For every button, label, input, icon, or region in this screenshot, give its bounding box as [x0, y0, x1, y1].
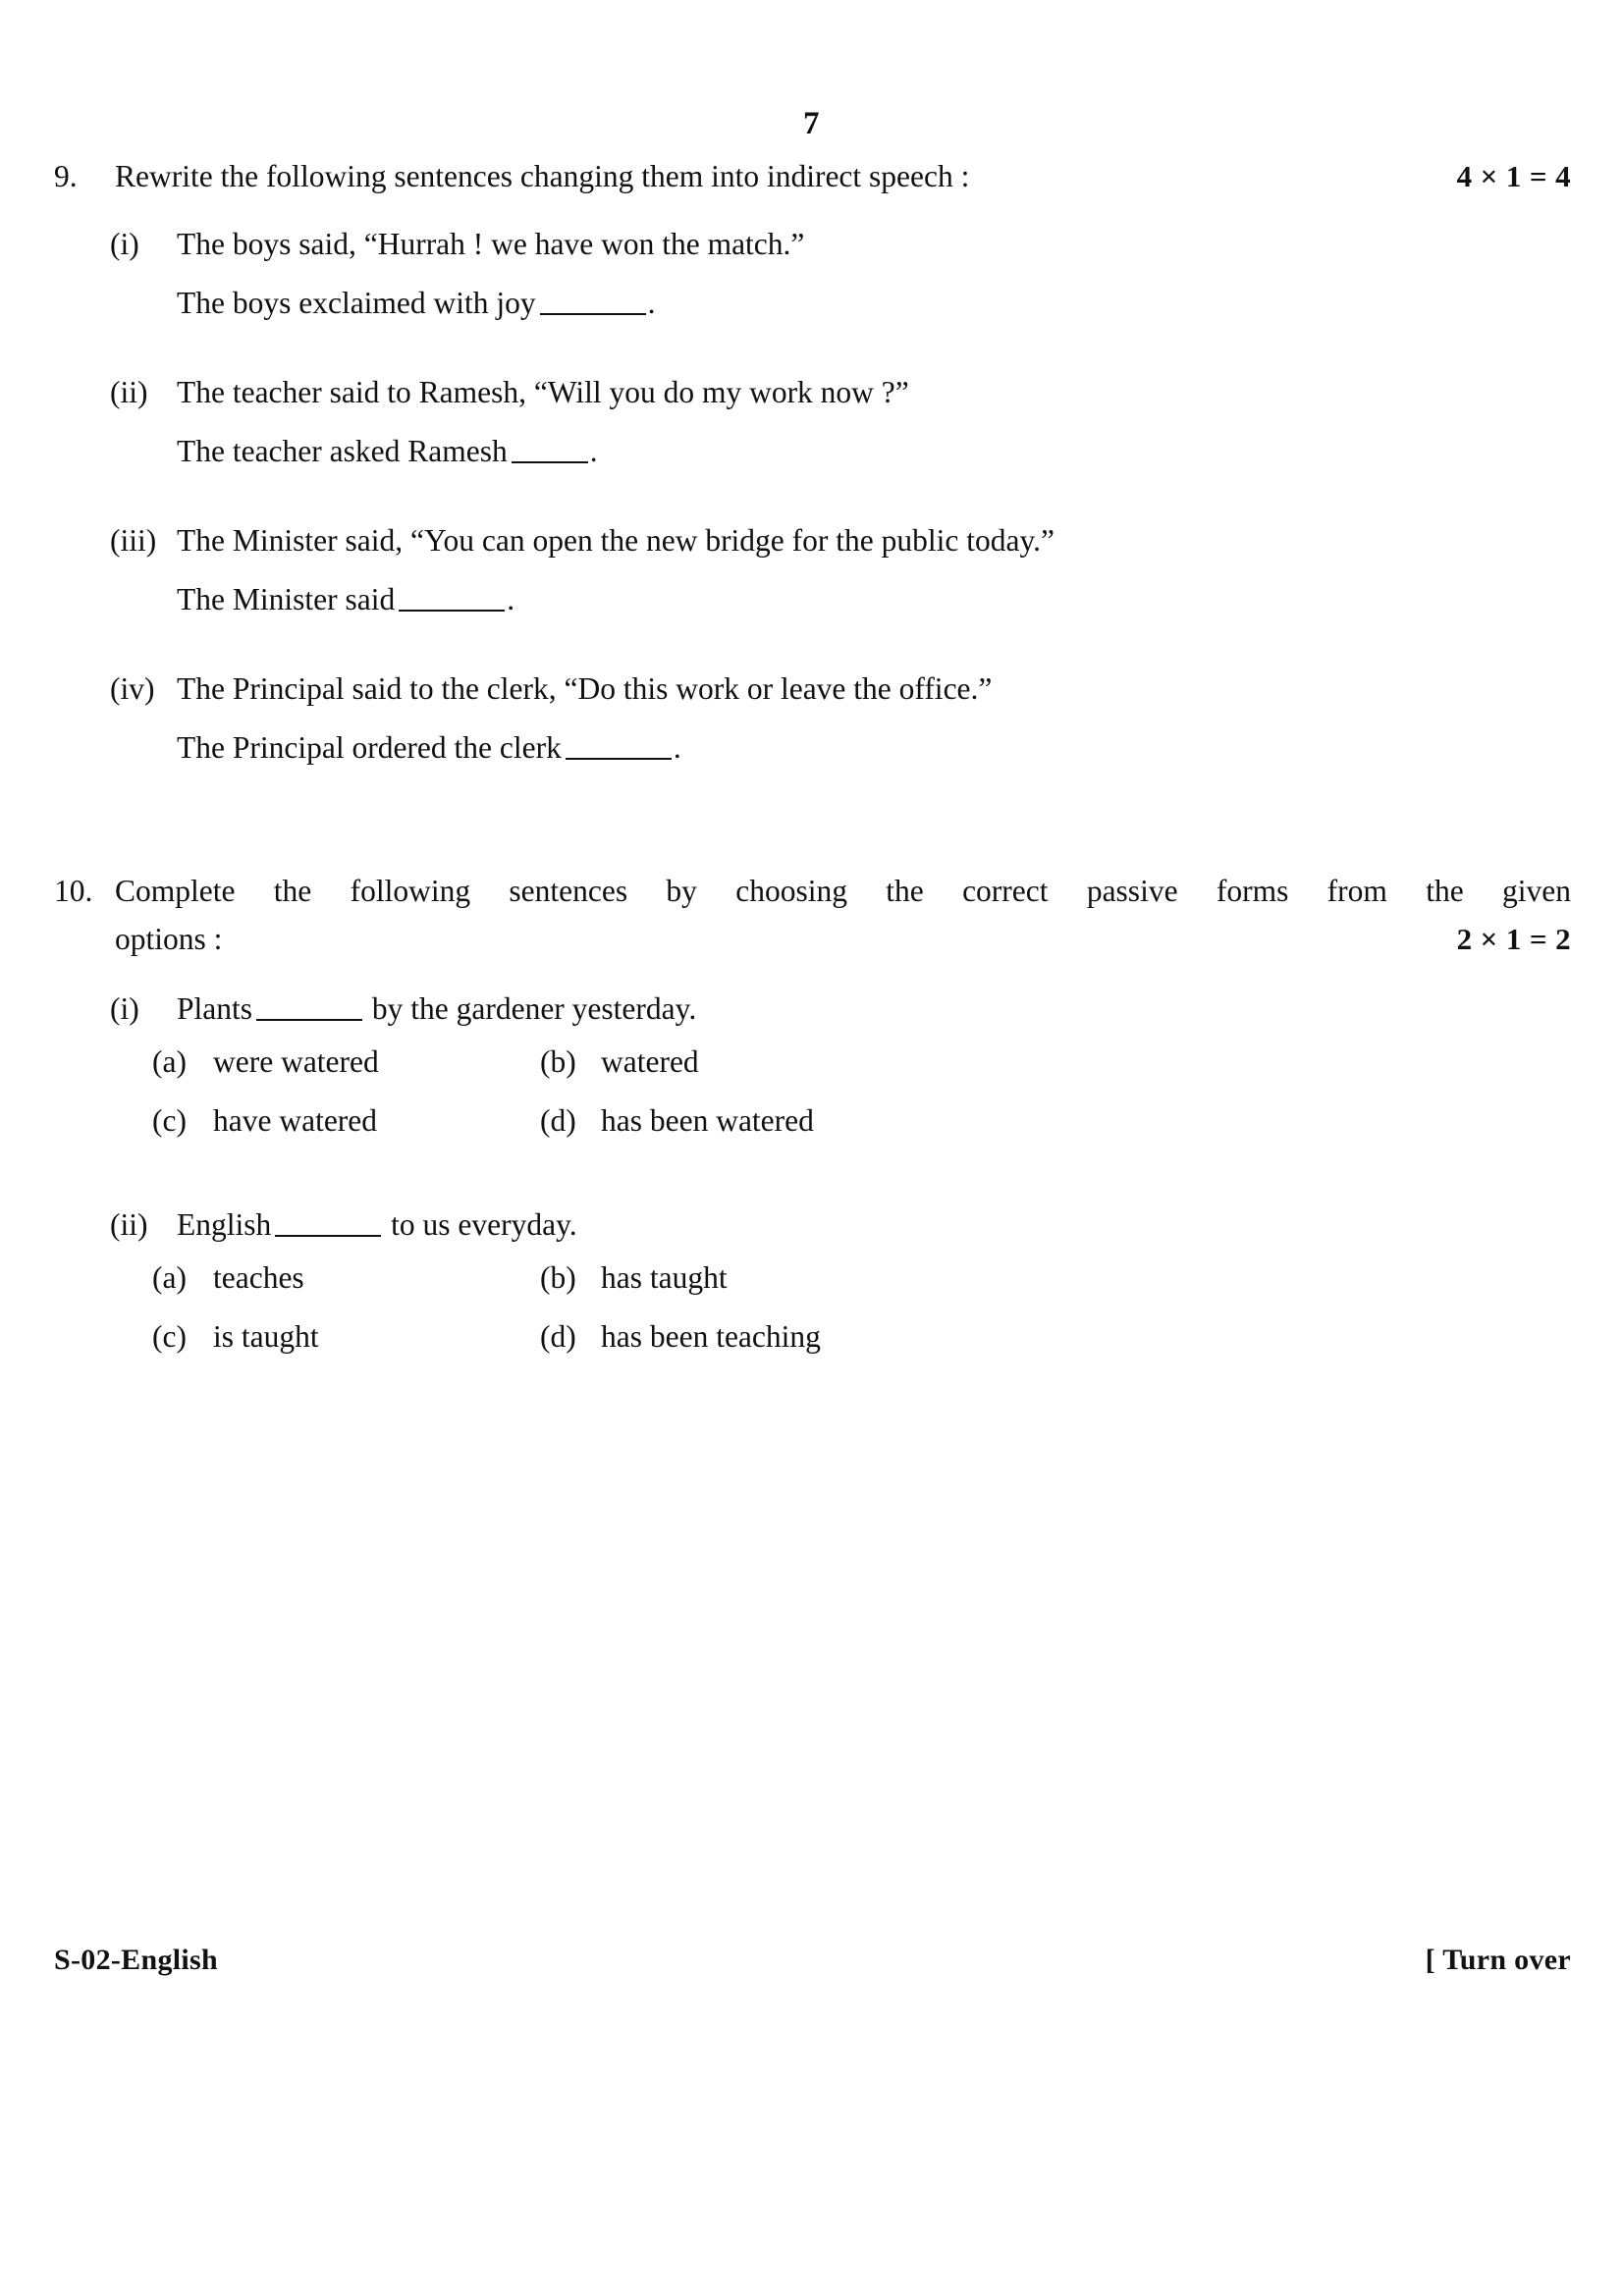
item-quote-i: The boys said, “Hurrah ! we have won the match.” — [177, 227, 805, 261]
option-tag-c: (c) — [152, 1103, 187, 1138]
item-quote-iii: The Minister said, “You can open the new bridge for the public today.” — [177, 523, 1055, 558]
question-10-item-i — [110, 989, 1573, 1029]
answer-line-iv — [177, 728, 1573, 768]
stem-suffix-10-ii: to us everyday. — [391, 1207, 577, 1242]
option-b-10-ii[interactable] — [540, 1258, 728, 1298]
option-tag-b: (b) — [540, 1044, 576, 1079]
item-label-i: (i) — [110, 227, 139, 261]
stem-prefix-10-ii: English — [177, 1207, 272, 1242]
option-tag-d: (d) — [540, 1319, 576, 1354]
question-9-answer-iii — [110, 580, 1573, 619]
answer-blank-iv[interactable] — [566, 736, 672, 760]
answer-prefix-iv: The Principal ordered the clerk — [177, 730, 562, 765]
question-9-number: 9. — [54, 159, 78, 193]
question-10-item-i-options-cd — [152, 1101, 1576, 1141]
option-tag-c: (c) — [152, 1319, 187, 1354]
option-label-c: have watered — [213, 1103, 378, 1138]
question-10-marks: 2 × 1 = 2 — [1456, 922, 1571, 956]
item-quote-row — [110, 521, 1573, 561]
item-label-10-ii: (ii) — [110, 1207, 148, 1242]
question-10-prompt-continued — [54, 920, 1571, 959]
option-label-d: has been teaching — [601, 1319, 821, 1354]
question-9-marks: 4 × 1 = 4 — [1456, 159, 1571, 193]
item-label-ii: (ii) — [110, 375, 148, 409]
option-label-b: watered — [601, 1044, 699, 1079]
question-10-item-i-options-ab — [152, 1042, 1576, 1082]
answer-suffix-i: . — [647, 286, 656, 320]
option-tag-a: (a) — [152, 1260, 187, 1295]
option-tag-b: (b) — [540, 1260, 576, 1295]
option-label-a: teaches — [213, 1260, 304, 1295]
item-answer-row — [110, 284, 1573, 323]
answer-prefix-ii: The teacher asked Ramesh — [177, 434, 508, 468]
question-9-answer-ii — [110, 432, 1573, 471]
item-answer-row — [110, 432, 1573, 471]
question-10-number: 10. — [54, 874, 93, 908]
answer-blank-iii[interactable] — [399, 588, 505, 612]
question-9-answer-iv — [110, 728, 1573, 768]
answer-line-i — [177, 284, 1573, 323]
stem-prefix-10-i: Plants — [177, 991, 253, 1026]
item-stem-row — [110, 989, 1573, 1029]
item-stem-row — [110, 1205, 1573, 1245]
answer-line-ii — [177, 432, 1573, 471]
question-10-header — [54, 872, 1571, 911]
option-label-a: were watered — [213, 1044, 379, 1079]
option-row — [152, 1258, 1576, 1298]
option-tag-d: (d) — [540, 1103, 576, 1138]
item-quote-iv: The Principal said to the clerk, “Do this work or leave the office.” — [177, 671, 993, 706]
question-10-prompt-line2: options : — [115, 922, 223, 956]
answer-suffix-iii: . — [507, 582, 515, 616]
question-9-item-iii — [110, 521, 1573, 561]
item-quote-row — [110, 373, 1573, 412]
question-10-header-2 — [54, 920, 1571, 959]
page-number: 7 — [803, 106, 820, 141]
answer-suffix-ii: . — [589, 434, 598, 468]
question-9-item-i — [110, 225, 1573, 264]
question-10-item-ii — [110, 1205, 1573, 1245]
answer-blank-i[interactable] — [540, 292, 646, 315]
option-d-10-i[interactable] — [540, 1101, 814, 1141]
item-label-iv: (iv) — [110, 671, 155, 706]
question-9-item-iv — [110, 669, 1573, 709]
item-stem-10-i — [177, 989, 1573, 1029]
answer-blank-ii[interactable] — [512, 440, 588, 463]
item-stem-10-ii — [177, 1205, 1573, 1245]
option-label-d: has been watered — [601, 1103, 814, 1138]
question-10-item-ii-options-ab — [152, 1258, 1576, 1298]
stem-blank-10-ii[interactable] — [275, 1213, 381, 1237]
answer-line-iii — [177, 580, 1573, 619]
question-9-answer-i — [110, 284, 1573, 323]
answer-suffix-iv: . — [673, 730, 681, 765]
turn-over-note: [ Turn over — [1425, 1944, 1571, 1976]
question-9 — [54, 157, 1571, 196]
option-label-c: is taught — [213, 1319, 319, 1354]
question-9-prompt: Rewrite the following sentences changing them into indirect speech : — [115, 159, 970, 193]
question-10-item-ii-options-cd — [152, 1317, 1576, 1357]
option-row — [152, 1042, 1576, 1082]
answer-prefix-i: The boys exclaimed with joy — [177, 286, 536, 320]
item-answer-row — [110, 728, 1573, 768]
question-10-prompt-line1: Complete the following sentences by choosing the correct passive forms from the given — [115, 874, 1571, 908]
option-c-10-i[interactable] — [152, 1101, 540, 1141]
stem-suffix-10-i: by the gardener yesterday. — [371, 991, 697, 1026]
item-label-10-i: (i) — [110, 991, 139, 1026]
option-b-10-i[interactable] — [540, 1042, 699, 1082]
option-c-10-ii[interactable] — [152, 1317, 540, 1357]
option-a-10-ii[interactable] — [152, 1258, 540, 1298]
option-tag-a: (a) — [152, 1044, 187, 1079]
question-9-header — [54, 157, 1571, 196]
item-answer-row — [110, 580, 1573, 619]
item-label-iii: (iii) — [110, 523, 157, 558]
answer-prefix-iii: The Minister said — [177, 582, 396, 616]
option-d-10-ii[interactable] — [540, 1317, 821, 1357]
option-row — [152, 1101, 1576, 1141]
item-quote-row — [110, 669, 1573, 709]
item-quote-ii: The teacher said to Ramesh, “Will you do my work now ?” — [177, 375, 909, 409]
question-10 — [54, 872, 1571, 911]
page-footer — [54, 1944, 1571, 1977]
question-9-item-ii — [110, 373, 1573, 412]
paper-code: S-02-English — [54, 1944, 218, 1976]
option-row — [152, 1317, 1576, 1357]
stem-blank-10-i[interactable] — [256, 997, 362, 1021]
option-label-b: has taught — [601, 1260, 728, 1295]
option-a-10-i[interactable] — [152, 1042, 540, 1082]
item-quote-row — [110, 225, 1573, 264]
